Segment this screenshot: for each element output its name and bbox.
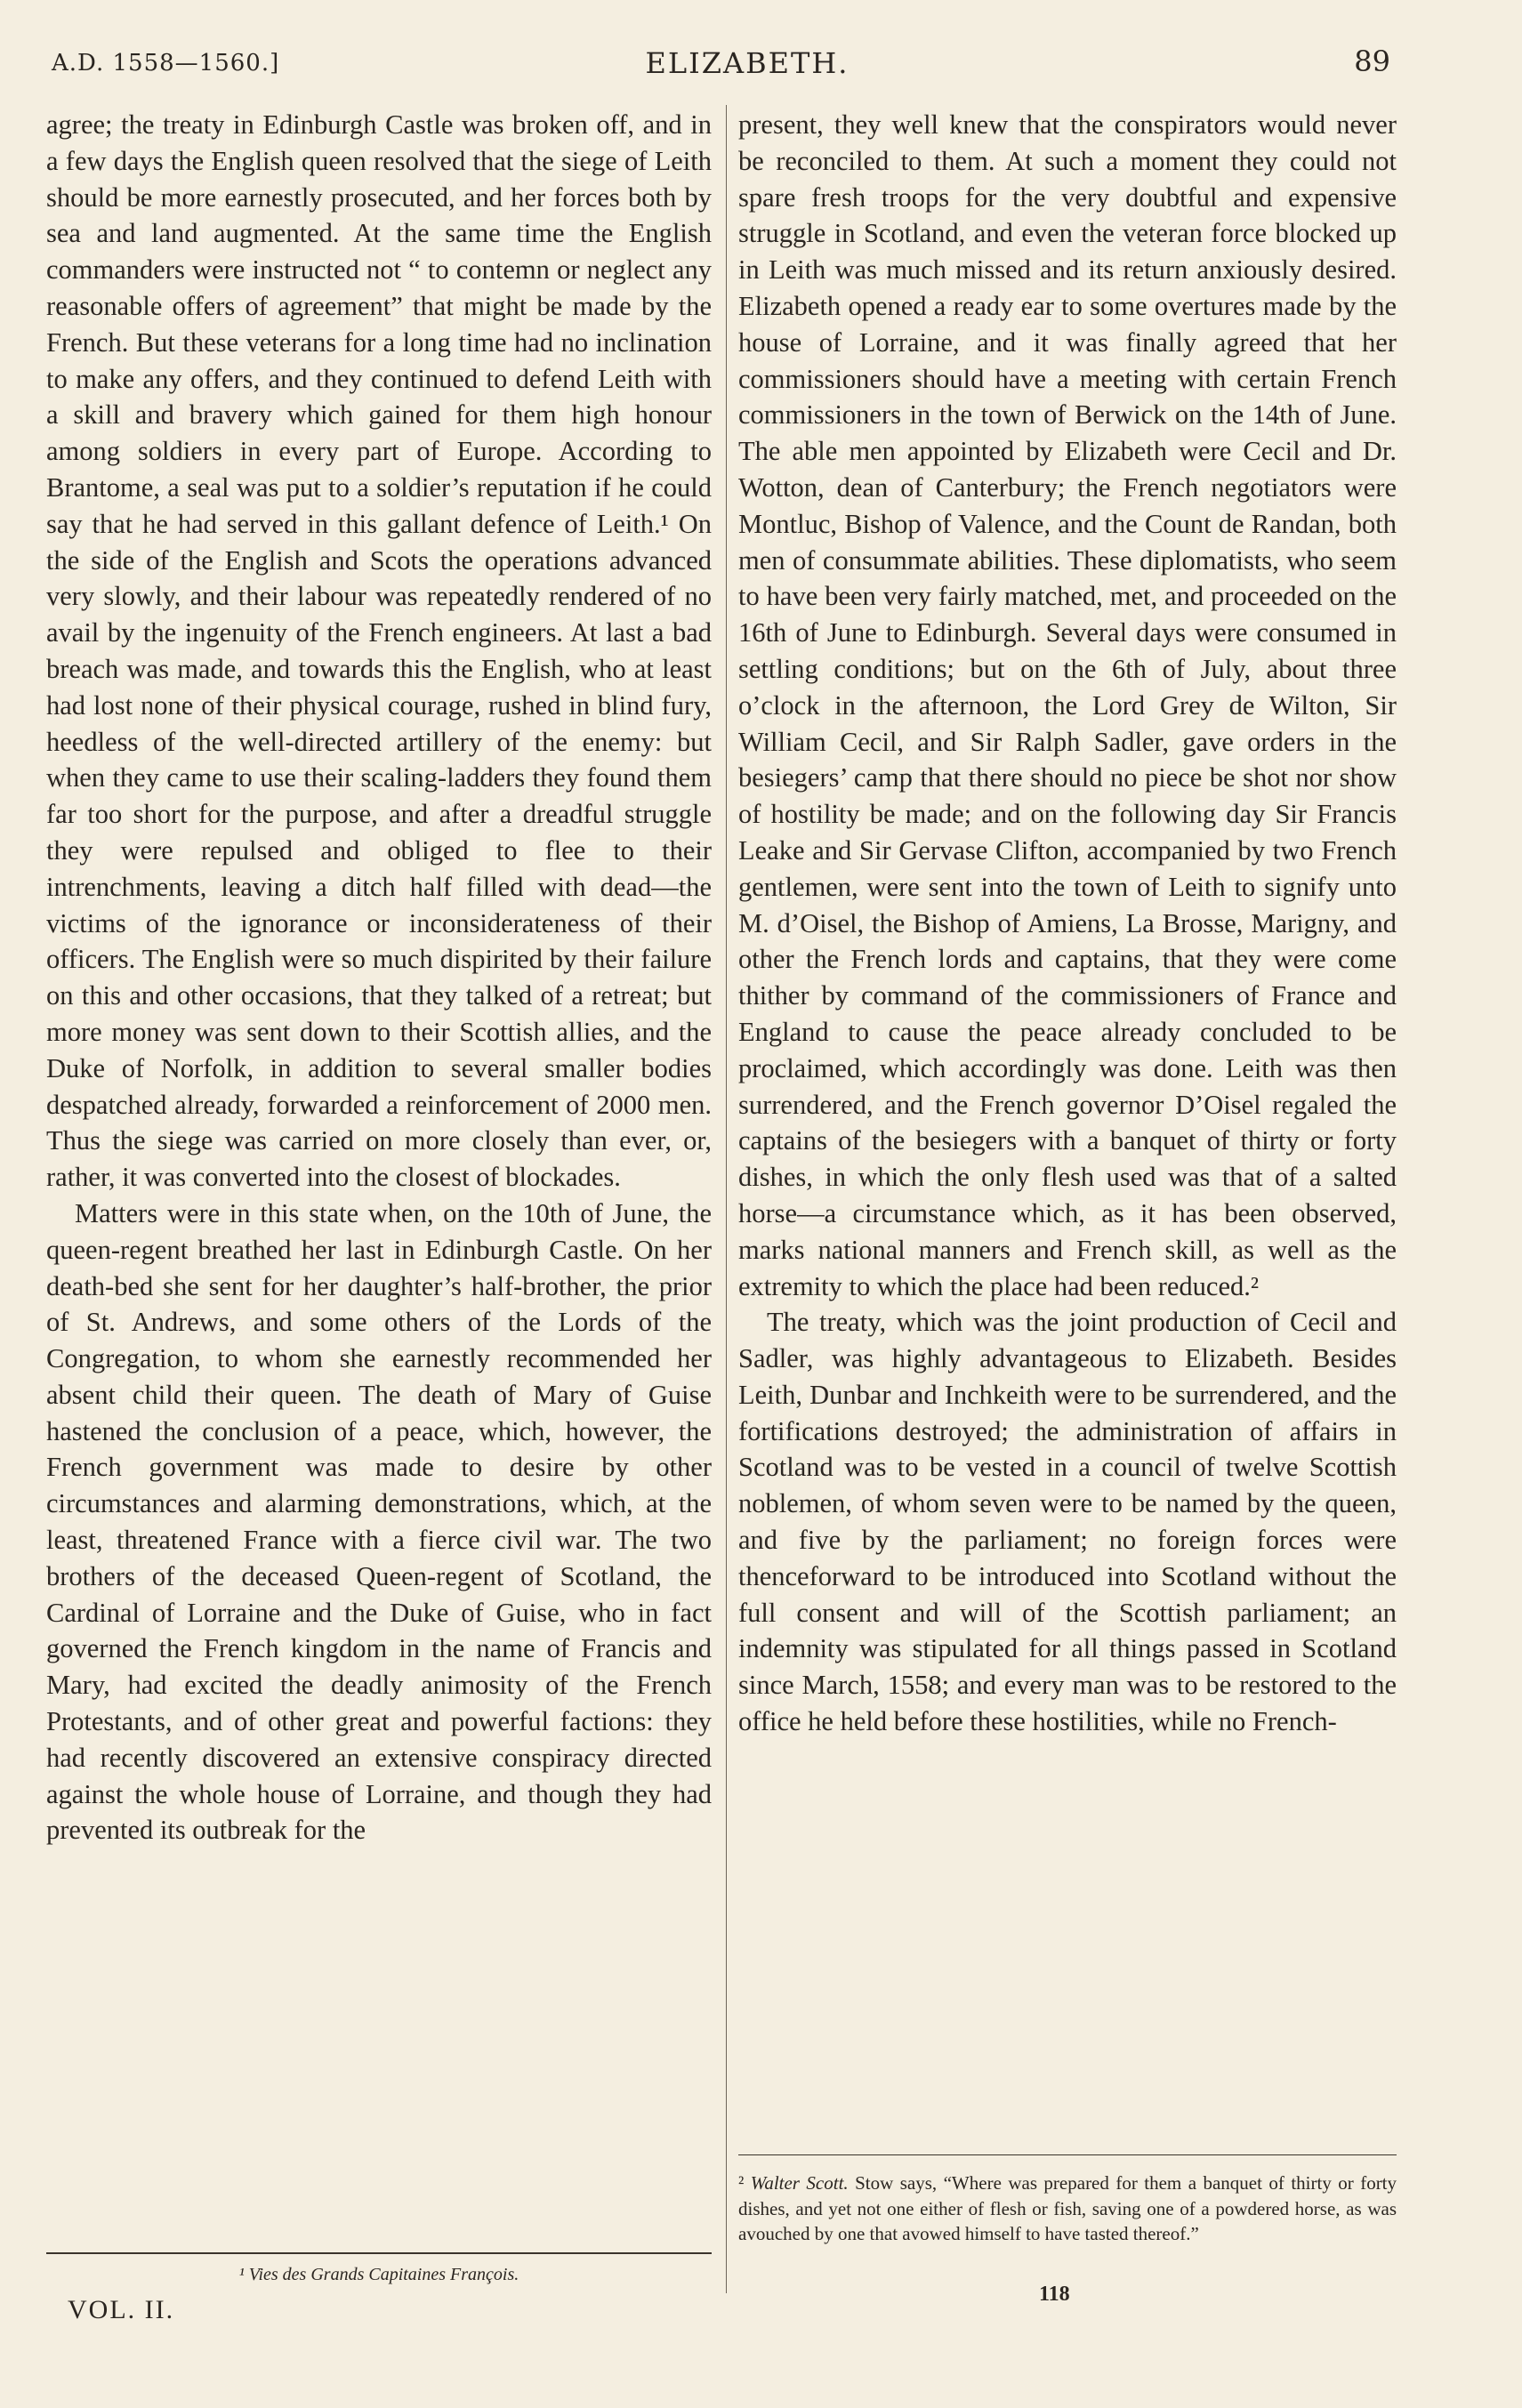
footnote-1-text: Vies des Grands Capitaines François. bbox=[248, 2265, 519, 2284]
right-column bbox=[738, 107, 1397, 1740]
left-paragraph-2: Matters were in this state when, on the 10th of June, the queen-regent breathed her last in Edinburgh Castle. On her death-bed she sent for her daughter’s half-brother, the prior of St. Andrews, and some others of the Lords of the Congregation, to whom she earnestly recommended her absent child their queen. The death of Mary of Guise hastened the conclusion of a peace, which, however, the French government was made to desire by other circumstances and alarming demonstrations, which, at the least, threatened France with a fierce civil war. The two brothers of the deceased Queen-regent of Scotland, the Cardinal of Lorraine and the Duke of Guise, who in fact governed the French kingdom in the name of Francis and Mary, had excited the deadly animosity of the French Protestants, and of other great and powerful factions: they had recently discovered an extensive conspiracy directed against the whole house of Lorraine, and though they had prevented its outbreak for the bbox=[46, 1197, 712, 1846]
footnote-2 bbox=[738, 2170, 1397, 2247]
running-head-dates: A.D. 1558—1560.] bbox=[52, 50, 280, 77]
footnote-2-text: Stow says, “Where was prepared for them a banquet of thirty or forty dishes, and yet not one either of flesh or fish, saving one of a powdered horse, as was avouched by one that avowed himself to have tasted thereof.” bbox=[738, 2172, 1397, 2244]
footnote-2-source: Walter Scott. bbox=[750, 2172, 849, 2194]
left-column bbox=[46, 107, 712, 1848]
footnote-rule-right bbox=[738, 2154, 1397, 2155]
right-paragraph-1: present, they well knew that the conspirators would never be reconciled to them. At such a moment they could not spare fresh troops for the very doubtful and expensive struggle in Scotland, and even the veteran force blocked up in Leith was much missed and its return anxiously desired. Elizabeth opened a ready ear to some overtures made by the house of Lorraine, and it was finally agreed that her commissioners should have a meeting with certain French commissioners in the town of Berwick on the 14th of June. The able men appointed by Elizabeth were Cecil and Dr. Wotton, dean of Canterbury; the French negotiators were Montluc, Bishop of Valence, and the Count de Randan, both men of consummate abilities. These diplomatists, who seem to have been very fairly matched, met, and proceeded on the 16th of June to Edinburgh. Several days were consumed in settling conditions; but on the 6th of July, about three o’clock in the afternoon, the Lord Grey de Wilton, Sir William Cecil, and Sir Ralph Sadler, gave orders in the besiegers’ camp that there should no piece be shot nor show of hostility be made; and on the following day Sir Francis Leake and Sir Gervase Clifton, accompanied by two French gentlemen, were sent into the town of Leith to signify unto M. d’Oisel, the Bishop of Amiens, La Brosse, Marigny, and other the French lords and captains, that they were come thither by command of the commissioners of France and England to cause the peace already concluded to be proclaimed, which accordingly was done. Leith was then surrendered, and the French governor D’Oisel regaled the captains of the besiegers with a banquet of thirty or forty dishes, in which the only flesh used was that of a salted horse—a circumstance which, as it has been observed, marks national manners and French skill, as well as the extremity to which the place had been reduced.² bbox=[738, 109, 1397, 1301]
footnote-1 bbox=[46, 2265, 712, 2285]
column-divider bbox=[726, 105, 727, 2293]
left-paragraph-1: agree; the treaty in Edinburgh Castle was broken off, and in a few days the English queen resolved that the siege of Leith should be more earnestly prosecuted, and her forces both by sea and land augmented. At the same time the English commanders were instructed not “ to contemn or neglect any reasonable offers of agreement” that might be made by the French. But these veterans for a long time had no inclination to make any offers, and they continued to defend Leith with a skill and bravery which gained for them high honour among soldiers in every part of Europe. According to Brantome, a seal was put to a soldier’s reputation if he could say that he had served in this gallant defence of Leith.¹ On the side of the English and Scots the operations advanced very slowly, and their labour was repeatedly rendered of no avail by the ingenuity of the French engineers. At last a bad breach was made, and towards this the English, who at least had lost none of their physical courage, rushed in blind fury, heedless of the well-directed artillery of the enemy: but when they came to use their scaling-ladders they found them far too short for the purpose, and after a dreadful struggle they were repulsed and obliged to flee to their intrenchments, leaving a ditch half filled with dead—the victims of the ignorance or inconsiderateness of their officers. The English were so much dispirited by their failure on this and other occasions, that they talked of a retreat; but more money was sent down to their Scottish allies, and the Duke of Norfolk, in addition to several smaller bodies despatched already, forwarded a reinforcement of 2000 men. Thus the siege was carried on more closely than ever, or, rather, it was converted into the closest of blockades. bbox=[46, 109, 712, 1193]
page-number: 89 bbox=[1354, 44, 1390, 78]
footnote-2-marker: ² bbox=[738, 2172, 745, 2194]
running-head-title: ELIZABETH. bbox=[645, 46, 850, 80]
footnote-rule-left bbox=[46, 2252, 712, 2254]
volume-signature: VOL. II. bbox=[68, 2295, 175, 2324]
right-paragraph-2: The treaty, which was the joint production of Cecil and Sadler, was highly advantageous to Elizabeth. Besides Leith, Dunbar and Inchkeith were to be surrendered, and the fortifications destroyed; the administration of affairs in Scotland was to be vested in a council of twelve Scottish noblemen, of whom seven were to be named by the queen, and five by the parliament; no foreign forces were thenceforward to be introduced into Scotland without the full consent and will of the Scottish parliament; an indemnity was stipulated for all things passed in Scotland since March, 1558; and every man was to be restored to the office he held before these hostilities, while no French- bbox=[738, 1307, 1397, 1737]
footnote-1-marker: ¹ bbox=[238, 2265, 245, 2284]
sheet-signature-number: 118 bbox=[1039, 2283, 1070, 2306]
